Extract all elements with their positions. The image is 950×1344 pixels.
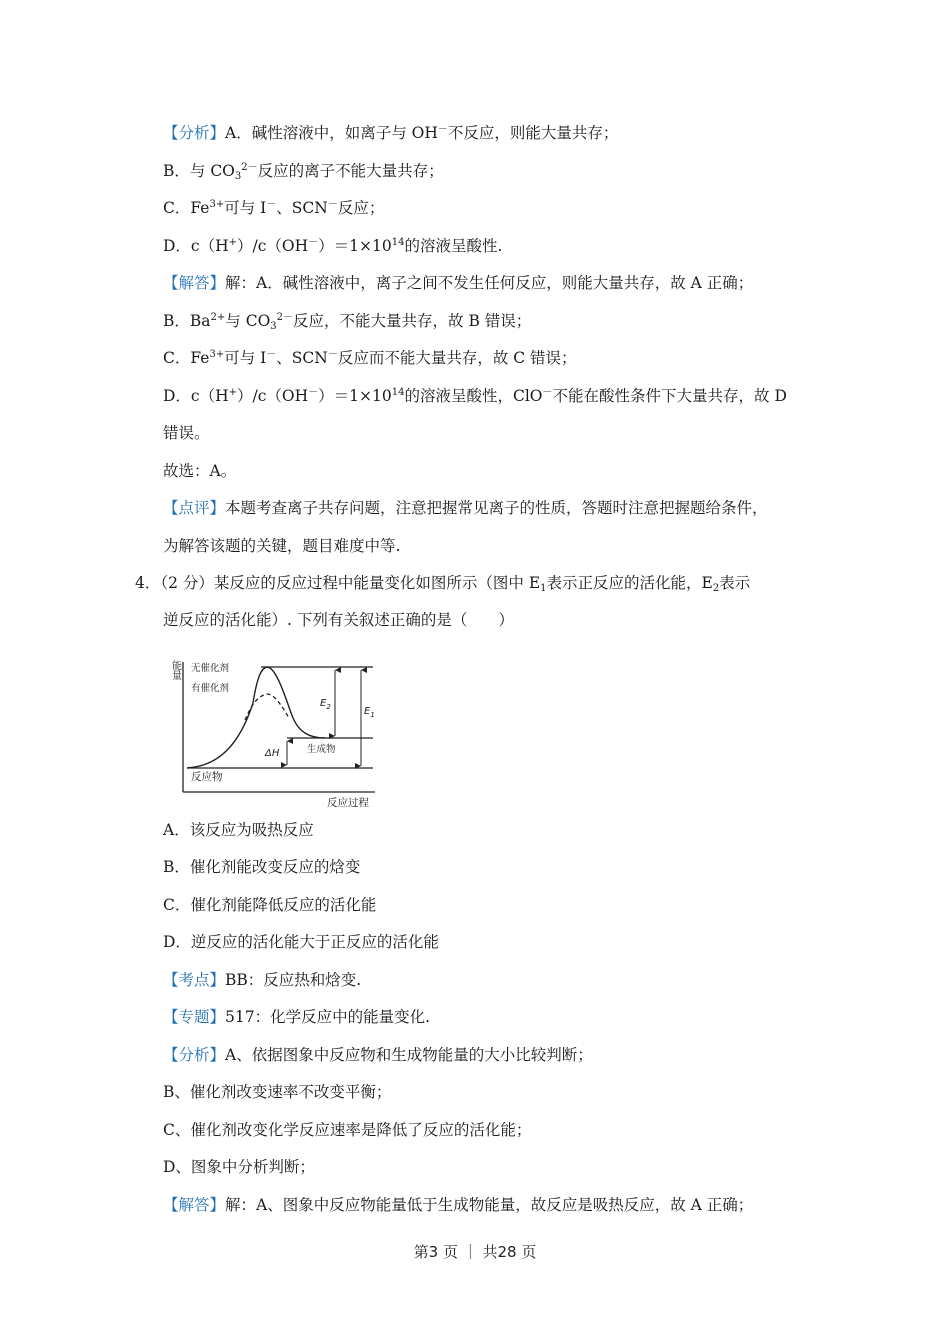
analysis-line-b: B．与 $CO_3^{2-}$反应的离子不能大量共存； xyxy=(163,162,444,182)
answer-tag: 【解答】 xyxy=(163,274,226,292)
e1-label: $E_1$ xyxy=(364,706,375,719)
analysis2-line-c: C、催化剂改变化学反应速率是降低了反应的活化能； xyxy=(163,1121,532,1139)
reactant-label: 反应物 xyxy=(191,771,223,783)
answer-line-b: B．$Ba^{2+}$与 $CO_3^{2-}$反应，不能大量共存，故 B 错误； xyxy=(163,312,532,332)
answer-line-a: 【解答】解：A．碱性溶液中，离子之间不发生任何反应，则能大量共存，故 A 正确； xyxy=(163,274,754,292)
kaodian: 【考点】BB：反应热和焓变. xyxy=(163,971,362,989)
option-a: A．该反应为吸热反应 xyxy=(163,821,314,839)
zhuanti-tag: 【专题】 xyxy=(163,1008,226,1026)
y-axis-label: 能量 xyxy=(169,660,181,680)
answer-line-c: C．$Fe^{3+}$可与 I－、SCN－反应而不能大量共存，故 C 错误； xyxy=(163,349,577,367)
energy-diagram xyxy=(169,648,395,812)
zhuanti: 【专题】517：化学反应中的能量变化. xyxy=(163,1008,431,1026)
comment-tag: 【点评】 xyxy=(163,499,226,517)
comment-line-1: 【点评】本题考查离子共存问题，注意把握常见离子的性质，答题时注意把握题给条件， xyxy=(163,499,768,517)
answer-line-d: D．$c(H^+)/c(OH^-)=1\times 10^{14}$的溶液呈酸性，ClO－不能在酸性条件下大量共存，故 D xyxy=(163,387,787,405)
analysis-line-c: C．$Fe^{3+}$可与 I－、SCN－反应； xyxy=(163,199,385,217)
analysis-line-a: 【分析】A．碱性溶液中，如离子与 OH－不反应，则能大量共存； xyxy=(163,124,619,142)
question-4-line-2: 逆反应的活化能）. 下列有关叙述正确的是（ ） xyxy=(163,611,514,629)
answer2-tag: 【解答】 xyxy=(163,1196,226,1214)
e2-label: $E_2$ xyxy=(320,698,331,711)
question-number: 4． xyxy=(135,574,161,592)
analysis2-line-b: B、催化剂改变速率不改变平衡； xyxy=(163,1083,392,1101)
answer2-line-a: 【解答】解：A、图象中反应物能量低于生成物能量，故反应是吸热反应，故 A 正确； xyxy=(163,1196,754,1214)
catalyst-label: 有催化剂 xyxy=(191,683,230,694)
answer-line-d-cont: 错误。 xyxy=(163,424,210,442)
analysis2-line-a: 【分析】A、依据图象中反应物和生成物能量的大小比较判断； xyxy=(163,1046,593,1064)
dh-label: ΔH xyxy=(265,748,280,759)
catalyst-curve xyxy=(245,694,289,720)
no-catalyst-label: 无催化剂 xyxy=(191,663,230,674)
analysis-line-d: D．$c(H^+)/c(OH^-)=1\times 10^{14}$的溶液呈酸性. xyxy=(163,237,503,255)
option-d: D．逆反应的活化能大于正反应的活化能 xyxy=(163,933,439,951)
analysis2-tag: 【分析】 xyxy=(163,1046,226,1064)
kaodian-tag: 【考点】 xyxy=(163,971,226,989)
comment-line-2: 为解答该题的关键，题目难度中等. xyxy=(163,537,401,555)
page-footer: 第3 页 ｜ 共28 页 xyxy=(413,1243,537,1261)
answer-choice: 故选：A。 xyxy=(163,462,237,480)
x-axis-label: 反应过程 xyxy=(327,797,369,809)
analysis-tag: 【分析】 xyxy=(163,124,226,142)
question-4-line-1: 4．（2 分）某反应的反应过程中能量变化如图所示（图中 $E_1$表示正反应的活化能，$E_2$表示 xyxy=(135,574,751,594)
option-c: C．催化剂能降低反应的活化能 xyxy=(163,896,377,914)
analysis2-line-d: D、图象中分析判断； xyxy=(163,1158,315,1176)
product-label: 生成物 xyxy=(307,744,336,755)
option-b: B．催化剂能改变反应的焓变 xyxy=(163,858,361,876)
